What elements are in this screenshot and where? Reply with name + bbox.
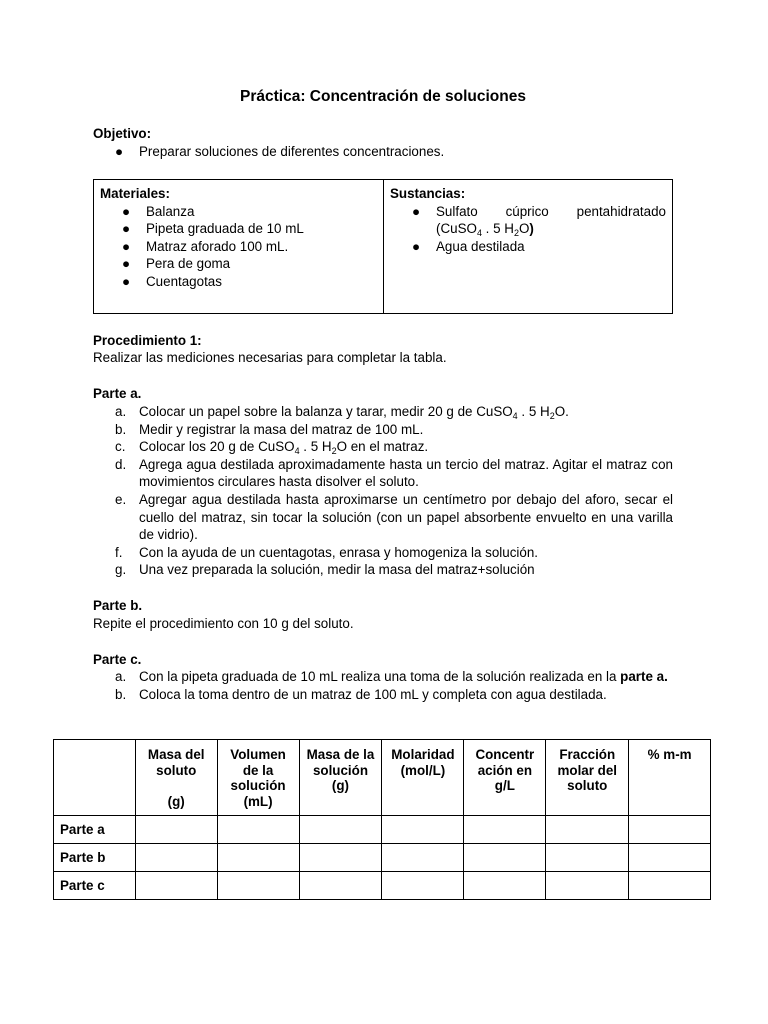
- table-cell[interactable]: [629, 872, 711, 900]
- list-item: e. Agregar agua destilada hasta aproximarse un centímetro por debajo del aforo, secar el cuello del matraz, sin tocar la solución (con un papel absorbente envuelto en una varilla de vidrio).: [115, 491, 673, 543]
- list-item: ● Pipeta graduada de 10 mL: [122, 221, 304, 237]
- list-item: d. Agrega agua destilada aproximadamente hasta un tercio del matraz. Agitar el matraz con movimientos circulares hasta disolver el soluto.: [115, 456, 673, 490]
- bullet-icon: ●: [122, 238, 131, 254]
- page-title: Práctica: Concentración de soluciones: [240, 88, 526, 105]
- table-cell[interactable]: [382, 872, 464, 900]
- procedure-text: Realizar las mediciones necesarias para completar la tabla.: [93, 350, 447, 365]
- table-cell[interactable]: [629, 816, 711, 844]
- substances-label: Sustancias:: [390, 186, 466, 201]
- results-table: [53, 739, 711, 900]
- list-item: ● Preparar soluciones de diferentes concentraciones.: [115, 144, 445, 159]
- table-row: [54, 872, 711, 900]
- objective-list: [93, 143, 673, 161]
- table-cell[interactable]: [135, 872, 217, 900]
- procedure-label: Procedimiento 1:: [93, 333, 202, 348]
- table-row: [54, 816, 711, 844]
- parte-a-steps: [93, 403, 673, 579]
- word-2: cúprico: [505, 203, 549, 219]
- substances-cell: [384, 180, 672, 313]
- list-item: ● Matraz aforado 100 mL.: [122, 238, 289, 254]
- table-cell[interactable]: [464, 844, 546, 872]
- list-item: a. Colocar un papel sobre la balanza y tarar, medir 20 g de CuSO$_4$ . 5 $H_2O$.: [115, 404, 569, 421]
- parte-c-label: Parte c.: [93, 652, 142, 667]
- bullet-icon: ●: [412, 238, 421, 254]
- bullet-icon: ●: [122, 203, 131, 219]
- materials-cell: [94, 180, 384, 313]
- table-header: Concentr ación en g/L: [464, 740, 546, 816]
- row-label: Parte a: [54, 816, 136, 844]
- word-1: Sulfato: [436, 203, 478, 219]
- table-header: Masa de la solución (g): [299, 740, 382, 816]
- materials-label: Materiales:: [100, 186, 170, 201]
- substances-list: [390, 203, 666, 256]
- table-cell[interactable]: [382, 816, 464, 844]
- bullet-icon: ●: [122, 221, 131, 237]
- list-item: a. Con la pipeta graduada de 10 mL realiza una toma de la solución realizada en la parte a.: [115, 669, 668, 684]
- parte-c-steps: [93, 668, 673, 703]
- table-cell[interactable]: [546, 844, 629, 872]
- table-cell[interactable]: [217, 816, 299, 844]
- table-cell[interactable]: [546, 816, 629, 844]
- list-item: b. Coloca la toma dentro de un matraz de 100 mL y completa con agua destilada.: [115, 686, 607, 702]
- table-cell[interactable]: [629, 844, 711, 872]
- list-item: b. Medir y registrar la masa del matraz de 100 mL.: [115, 421, 424, 437]
- table-header: Fracción molar del soluto: [546, 740, 629, 816]
- table-header: Volumen de la solución (mL): [217, 740, 299, 816]
- table-cell[interactable]: [464, 872, 546, 900]
- word-3: pentahidratado: [576, 203, 666, 219]
- table-cell[interactable]: [135, 844, 217, 872]
- list-item: [390, 203, 666, 238]
- table-cell[interactable]: [382, 844, 464, 872]
- parte-b-label: Parte b.: [93, 598, 143, 613]
- materials-substances-table: [93, 179, 673, 314]
- parte-a-label: Parte a.: [93, 386, 142, 401]
- substance-name: [436, 203, 666, 221]
- table-cell[interactable]: [299, 816, 382, 844]
- list-item: f. Con la ayuda de un cuentagotas, enrasa y homogeniza la solución.: [115, 544, 539, 560]
- bullet-icon: ●: [122, 273, 131, 289]
- list-item: g. Una vez preparada la solución, medir la masa del matraz+solución: [115, 562, 535, 578]
- list-item: c. Colocar los 20 g de CuSO$_4$ . 5 $H_2O$ en el matraz.: [115, 439, 429, 457]
- table-cell[interactable]: [217, 872, 299, 900]
- table-cell[interactable]: [135, 816, 217, 844]
- list-item: ● Pera de goma: [122, 256, 231, 272]
- table-cell[interactable]: [299, 872, 382, 900]
- table-cell[interactable]: [299, 844, 382, 872]
- table-header: [54, 740, 136, 816]
- objective-label: Objetivo:: [93, 126, 152, 141]
- bullet-icon: ●: [122, 256, 131, 272]
- parte-b-text: Repite el procedimiento con 10 g del soluto.: [93, 616, 354, 631]
- row-label: Parte b: [54, 844, 136, 872]
- list-item: ● Cuentagotas: [122, 273, 222, 289]
- list-item: ● Balanza: [122, 203, 195, 219]
- table-header: Molaridad (mol/L): [382, 740, 464, 816]
- list-item: ● Agua destilada: [412, 238, 525, 254]
- materials-list: [100, 203, 377, 291]
- bullet-icon: ●: [412, 203, 421, 219]
- bullet-icon: ●: [115, 144, 124, 159]
- table-header: % m-m: [629, 740, 711, 816]
- table-row: [54, 844, 711, 872]
- table-header-row: [54, 740, 711, 816]
- table-cell[interactable]: [217, 844, 299, 872]
- table-cell[interactable]: [546, 872, 629, 900]
- table-cell[interactable]: [464, 816, 546, 844]
- table-header: Masa del soluto (g): [135, 740, 217, 816]
- row-label: Parte c: [54, 872, 136, 900]
- substance-formula: (CuSO$_4$ . 5 $H_2O$): [436, 221, 534, 239]
